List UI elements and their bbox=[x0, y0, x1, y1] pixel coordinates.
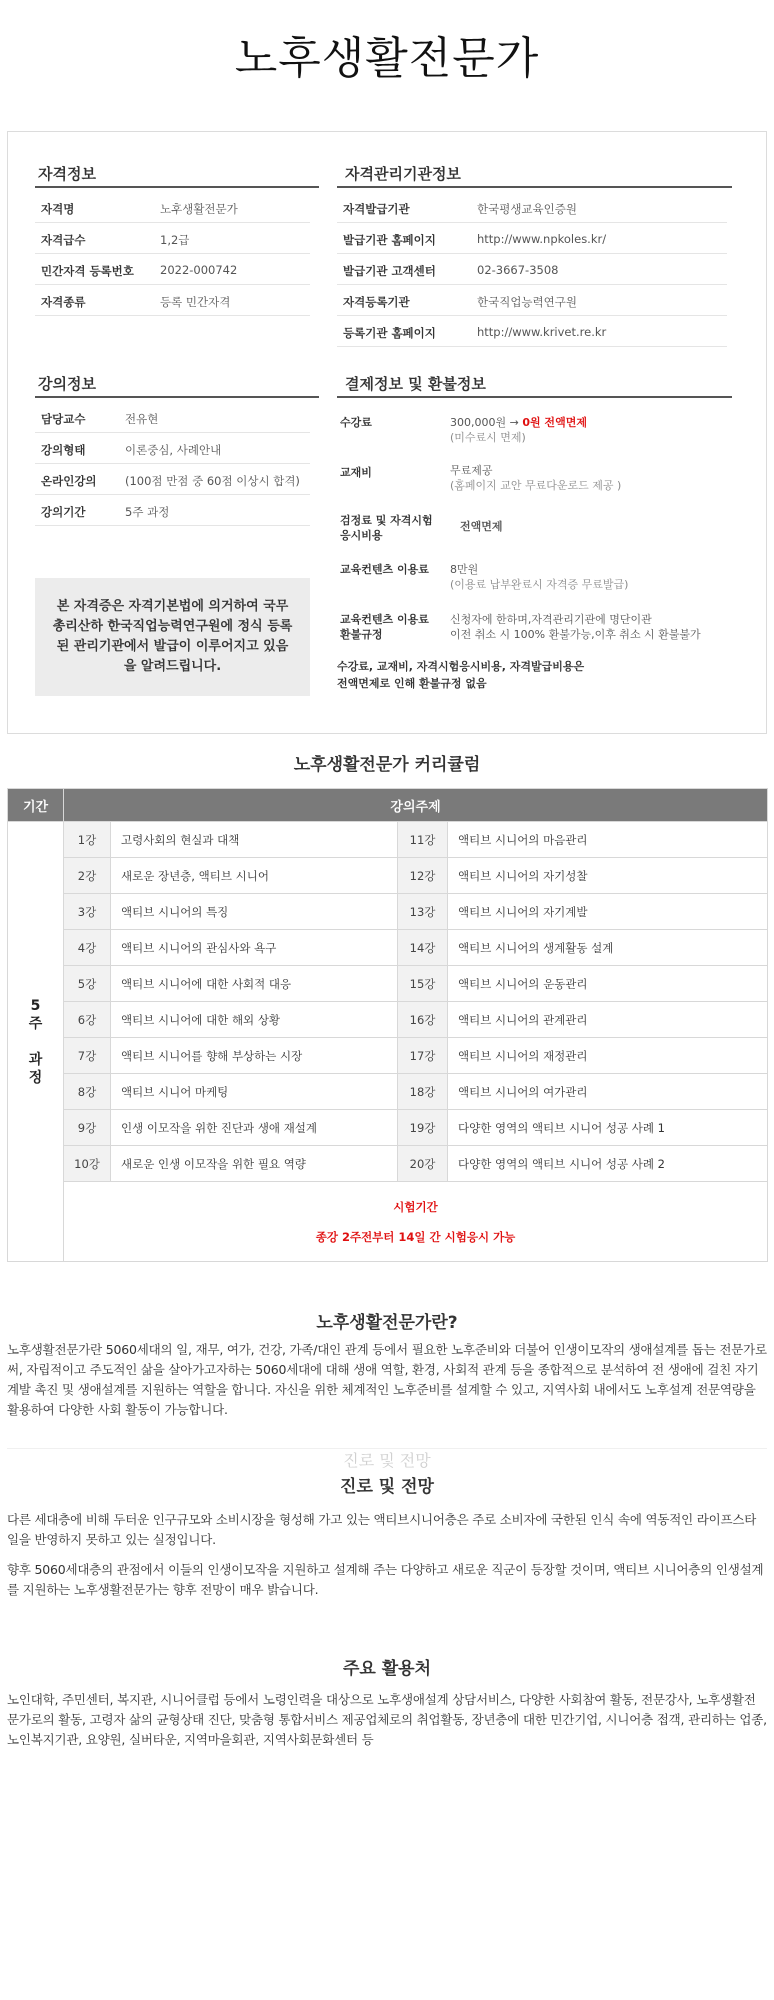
lecture-row bbox=[35, 495, 310, 526]
lecture-topic: 액티브 시니어의 자기계발 bbox=[448, 894, 768, 930]
lecture-number: 20강 bbox=[398, 1146, 448, 1182]
lecture-row bbox=[35, 464, 310, 495]
qualification-value: 1,2급 bbox=[160, 233, 190, 247]
notice-text: 본 자격증은 자격기본법에 의거하여 국무총리산하 한국직업능력연구원에 정식 등록된 관리기관에서 발급이 이루어지고 있음을 알려드립니다. bbox=[52, 599, 293, 674]
curriculum-title: 노후생활전문가 커리큘럼 bbox=[293, 755, 481, 775]
curriculum-row bbox=[8, 894, 768, 930]
qualification-label: 민간자격 등록번호 bbox=[41, 264, 134, 278]
payment-note bbox=[337, 658, 584, 692]
tuition-row bbox=[340, 415, 730, 447]
usage-title: 주요 활용처 bbox=[342, 1659, 432, 1679]
career-text-1: 다른 세대층에 비해 두터운 인구규모와 소비시장을 형성해 가고 있는 액티브시니어층은 주로 소비자에 국한된 인식 속에 역동적인 라이프스타일을 반영하지 못하고 있는 실정입니다. bbox=[7, 1512, 757, 1547]
management-label: 등록기관 홈페이지 bbox=[343, 326, 436, 340]
management-value: 02-3667-3508 bbox=[477, 263, 559, 277]
content-fee-sub: (이용료 납부완료시 자격증 무료발급) bbox=[450, 578, 629, 591]
period-char: 5 bbox=[30, 997, 41, 1014]
management-row bbox=[337, 254, 727, 285]
lecture-number: 13강 bbox=[398, 894, 448, 930]
lecture-topic: 액티브 시니어 마케팅 bbox=[111, 1074, 398, 1110]
management-label: 자격등록기관 bbox=[343, 295, 410, 309]
lecture-number: 1강 bbox=[64, 822, 111, 858]
lecture-topic: 액티브 시니어의 생계활동 설계 bbox=[448, 930, 768, 966]
lecture-heading-line bbox=[35, 396, 319, 398]
management-row bbox=[337, 285, 727, 316]
about-title: 노후생활전문가란? bbox=[316, 1313, 458, 1333]
lecture-row bbox=[35, 402, 310, 433]
refund-label-2: 환불규정 bbox=[340, 628, 383, 641]
lecture-label: 강의기간 bbox=[41, 505, 86, 519]
lecture-topic: 액티브 시니어의 관심사와 욕구 bbox=[111, 930, 398, 966]
exam-period-row bbox=[8, 1182, 768, 1262]
material-sub: (홈페이지 교안 무료다운로드 제공 ) bbox=[450, 479, 622, 492]
exam-fee-value: 전액면제 bbox=[460, 520, 503, 533]
curriculum-row bbox=[8, 1146, 768, 1182]
exam-fee-label-2: 응시비용 bbox=[340, 529, 383, 542]
management-value: http://www.krivet.re.kr bbox=[477, 325, 607, 339]
period-cell bbox=[8, 822, 64, 1262]
curriculum-row bbox=[8, 1038, 768, 1074]
exam-period-desc: 종강 2주전부터 14일 간 시험응시 가능 bbox=[315, 1229, 516, 1244]
refund-label-1: 교육컨텐츠 이용료 bbox=[340, 613, 429, 626]
lecture-topic: 인생 이모작을 위한 진단과 생애 재설계 bbox=[111, 1110, 398, 1146]
period-char: 과 bbox=[28, 1051, 43, 1068]
curriculum-header-row bbox=[8, 789, 768, 822]
tuition-free: 0원 전액면제 bbox=[522, 416, 587, 429]
lecture-number: 12강 bbox=[398, 858, 448, 894]
lecture-number: 6강 bbox=[64, 1002, 111, 1038]
lecture-topic: 액티브 시니어에 대한 사회적 대응 bbox=[111, 966, 398, 1002]
lecture-number: 2강 bbox=[64, 858, 111, 894]
career-title-ghost: 진로 및 전망 bbox=[343, 1451, 431, 1470]
qualification-notice bbox=[35, 578, 310, 696]
payment-note-1: 수강료, 교재비, 자격시험응시비용, 자격발급비용은 bbox=[337, 660, 585, 673]
management-value: 한국평생교육인증원 bbox=[477, 202, 577, 216]
lecture-label: 온라인강의 bbox=[41, 474, 97, 488]
exam-period-title: 시험기간 bbox=[393, 1199, 438, 1214]
management-label: 자격발급기관 bbox=[343, 202, 410, 216]
lecture-topic: 액티브 시니어의 특징 bbox=[111, 894, 398, 930]
lecture-value: 이론중심, 사례안내 bbox=[125, 443, 222, 457]
lecture-topic: 액티브 시니어에 대한 해외 상황 bbox=[111, 1002, 398, 1038]
lecture-value: 전유현 bbox=[125, 412, 159, 426]
lecture-number: 19강 bbox=[398, 1110, 448, 1146]
refund-row bbox=[340, 612, 730, 644]
about-text: 노후생활전문가란 5060세대의 일, 재무, 여가, 건강, 가족/대인 관계 등에서 필요한 노후준비와 더불어 인생이모작의 생애설계를 돕는 전문가로써, 자립적이고 주도적인 삶을 살아가고자하는 5060세대에 대해 생애 역할, 환경, 사회적 관계 등을 종합적으로 분석하여 전 생애에 걸친 자기계발 촉진 및 생애설계를 지원하는 역할을 합니다. 자신을 위한 체계적인 노후준비를 설계할 수 있고, 지역사회 내에서도 노후설계 전문역량을 활용하여 다양한 사회 활동이 가능합니다. bbox=[7, 1342, 767, 1417]
lecture-topic: 다양한 영역의 액티브 시니어 성공 사례 2 bbox=[448, 1146, 768, 1182]
management-value: http://www.npkoles.kr/ bbox=[477, 232, 607, 246]
lecture-number: 4강 bbox=[64, 930, 111, 966]
qualification-row bbox=[35, 254, 310, 285]
lecture-topic: 액티브 시니어의 재정관리 bbox=[448, 1038, 768, 1074]
lecture-number: 9강 bbox=[64, 1110, 111, 1146]
management-label: 발급기관 고객센터 bbox=[343, 264, 436, 278]
lecture-number: 14강 bbox=[398, 930, 448, 966]
tuition-price: 300,000원 → bbox=[450, 416, 519, 429]
lecture-topic: 액티브 시니어의 여가관리 bbox=[448, 1074, 768, 1110]
tuition-label: 수강료 bbox=[340, 416, 372, 429]
page-title: 노후생활전문가 bbox=[234, 33, 540, 84]
content-fee-row bbox=[340, 562, 730, 594]
exam-period-cell bbox=[64, 1182, 768, 1262]
qualification-heading-line bbox=[35, 186, 319, 188]
tuition-sub: (미수료시 면제) bbox=[450, 431, 526, 444]
lecture-value: 5주 과정 bbox=[125, 505, 170, 519]
curriculum-row bbox=[8, 822, 768, 858]
lecture-label: 강의형태 bbox=[41, 443, 86, 457]
payment-heading: 결제정보 및 환불정보 bbox=[345, 375, 486, 393]
lecture-label: 담당교수 bbox=[41, 412, 86, 426]
qualification-row bbox=[35, 285, 310, 316]
qualification-label: 자격급수 bbox=[41, 233, 86, 247]
qualification-value: 노후생활전문가 bbox=[160, 202, 238, 216]
refund-value-2: 이전 취소 시 100% 환불가능,이후 취소 시 환불불가 bbox=[450, 628, 701, 641]
qualification-row bbox=[35, 223, 310, 254]
lecture-number: 8강 bbox=[64, 1074, 111, 1110]
qualification-row bbox=[35, 192, 310, 223]
qualification-label: 자격종류 bbox=[41, 295, 86, 309]
curriculum-row bbox=[8, 1110, 768, 1146]
refund-value-1: 신청자에 한하며,자격관리기관에 명단이관 bbox=[450, 613, 652, 626]
lecture-topic: 액티브 시니어의 관계관리 bbox=[448, 1002, 768, 1038]
lecture-number: 11강 bbox=[398, 822, 448, 858]
payment-note-2: 전액면제로 인해 환불규정 없음 bbox=[337, 677, 487, 690]
curriculum-row bbox=[8, 1002, 768, 1038]
lecture-number: 10강 bbox=[64, 1146, 111, 1182]
exam-fee-label-1: 검정료 및 자격시험 bbox=[340, 514, 433, 527]
period-char: 주 bbox=[28, 1015, 43, 1032]
management-label: 발급기관 홈페이지 bbox=[343, 233, 436, 247]
lecture-topic: 액티브 시니어의 운동관리 bbox=[448, 966, 768, 1002]
lecture-number: 16강 bbox=[398, 1002, 448, 1038]
material-label: 교재비 bbox=[340, 466, 372, 479]
lecture-row bbox=[35, 433, 310, 464]
lecture-value: (100점 만점 중 60점 이상시 합격) bbox=[125, 474, 300, 488]
material-row bbox=[340, 463, 730, 495]
lecture-number: 3강 bbox=[64, 894, 111, 930]
management-heading-line bbox=[337, 186, 732, 188]
lecture-heading: 강의정보 bbox=[38, 375, 96, 393]
management-row bbox=[337, 223, 727, 254]
material-value: 무료제공 bbox=[450, 464, 493, 477]
management-row bbox=[337, 316, 727, 347]
lecture-topic: 고령사회의 현실과 대책 bbox=[111, 822, 398, 858]
lecture-number: 17강 bbox=[398, 1038, 448, 1074]
lecture-number: 7강 bbox=[64, 1038, 111, 1074]
usage-text: 노인대학, 주민센터, 복지관, 시니어클럽 등에서 노령인력을 대상으로 노후생애설계 상담서비스, 다양한 사회참여 활동, 전문강사, 노후생활전문가로의 활동, 고령자 삶의 균형상태 진단, 맞춤형 통합서비스 제공업체로의 취업활동, 장년층에 대한 민간기업, 시니어층 접객, 관리하는 업종, 노인복지기관, 요양원, 실버타운, 지역마을회관, 지역사회문화센터 등 bbox=[7, 1692, 767, 1747]
lecture-topic: 액티브 시니어의 자기성찰 bbox=[448, 858, 768, 894]
lecture-number: 5강 bbox=[64, 966, 111, 1002]
curriculum-table bbox=[7, 788, 768, 1262]
lecture-topic: 액티브 시니어를 향해 부상하는 시장 bbox=[111, 1038, 398, 1074]
lecture-number: 15강 bbox=[398, 966, 448, 1002]
qualification-heading: 자격정보 bbox=[38, 165, 96, 183]
period-char: 정 bbox=[28, 1069, 43, 1086]
content-fee-value: 8만원 bbox=[450, 563, 479, 576]
curriculum-row bbox=[8, 930, 768, 966]
curriculum-row bbox=[8, 858, 768, 894]
header-period: 기간 bbox=[8, 789, 64, 822]
curriculum-row bbox=[8, 1074, 768, 1110]
lecture-topic: 새로운 인생 이모작을 위한 필요 역량 bbox=[111, 1146, 398, 1182]
lecture-topic: 액티브 시니어의 마음관리 bbox=[448, 822, 768, 858]
career-title: 진로 및 전망 bbox=[340, 1477, 434, 1497]
management-value: 한국직업능력연구원 bbox=[477, 295, 577, 309]
management-heading: 자격관리기관정보 bbox=[345, 165, 461, 183]
lecture-topic: 새로운 장년층, 액티브 시니어 bbox=[111, 858, 398, 894]
qualification-value: 등록 민간자격 bbox=[160, 295, 231, 309]
header-topic: 강의주제 bbox=[64, 789, 768, 822]
exam-fee-row bbox=[340, 513, 730, 545]
lecture-number: 18강 bbox=[398, 1074, 448, 1110]
qualification-label: 자격명 bbox=[41, 202, 75, 216]
lecture-topic: 다양한 영역의 액티브 시니어 성공 사례 1 bbox=[448, 1110, 768, 1146]
curriculum-row bbox=[8, 966, 768, 1002]
payment-heading-line bbox=[337, 396, 732, 398]
career-text-2: 향후 5060세대층의 관점에서 이들의 인생이모작을 지원하고 설계해 주는 다양하고 새로운 직군이 등장할 것이며, 액티브 시니어층의 인생설계를 지원하는 노후생활전문가는 향후 전망이 매우 밝습니다. bbox=[7, 1562, 764, 1597]
period-char bbox=[9, 1033, 62, 1051]
management-row bbox=[337, 192, 727, 223]
content-fee-label: 교육컨텐츠 이용료 bbox=[340, 563, 429, 576]
qualification-value: 2022-000742 bbox=[160, 263, 238, 277]
